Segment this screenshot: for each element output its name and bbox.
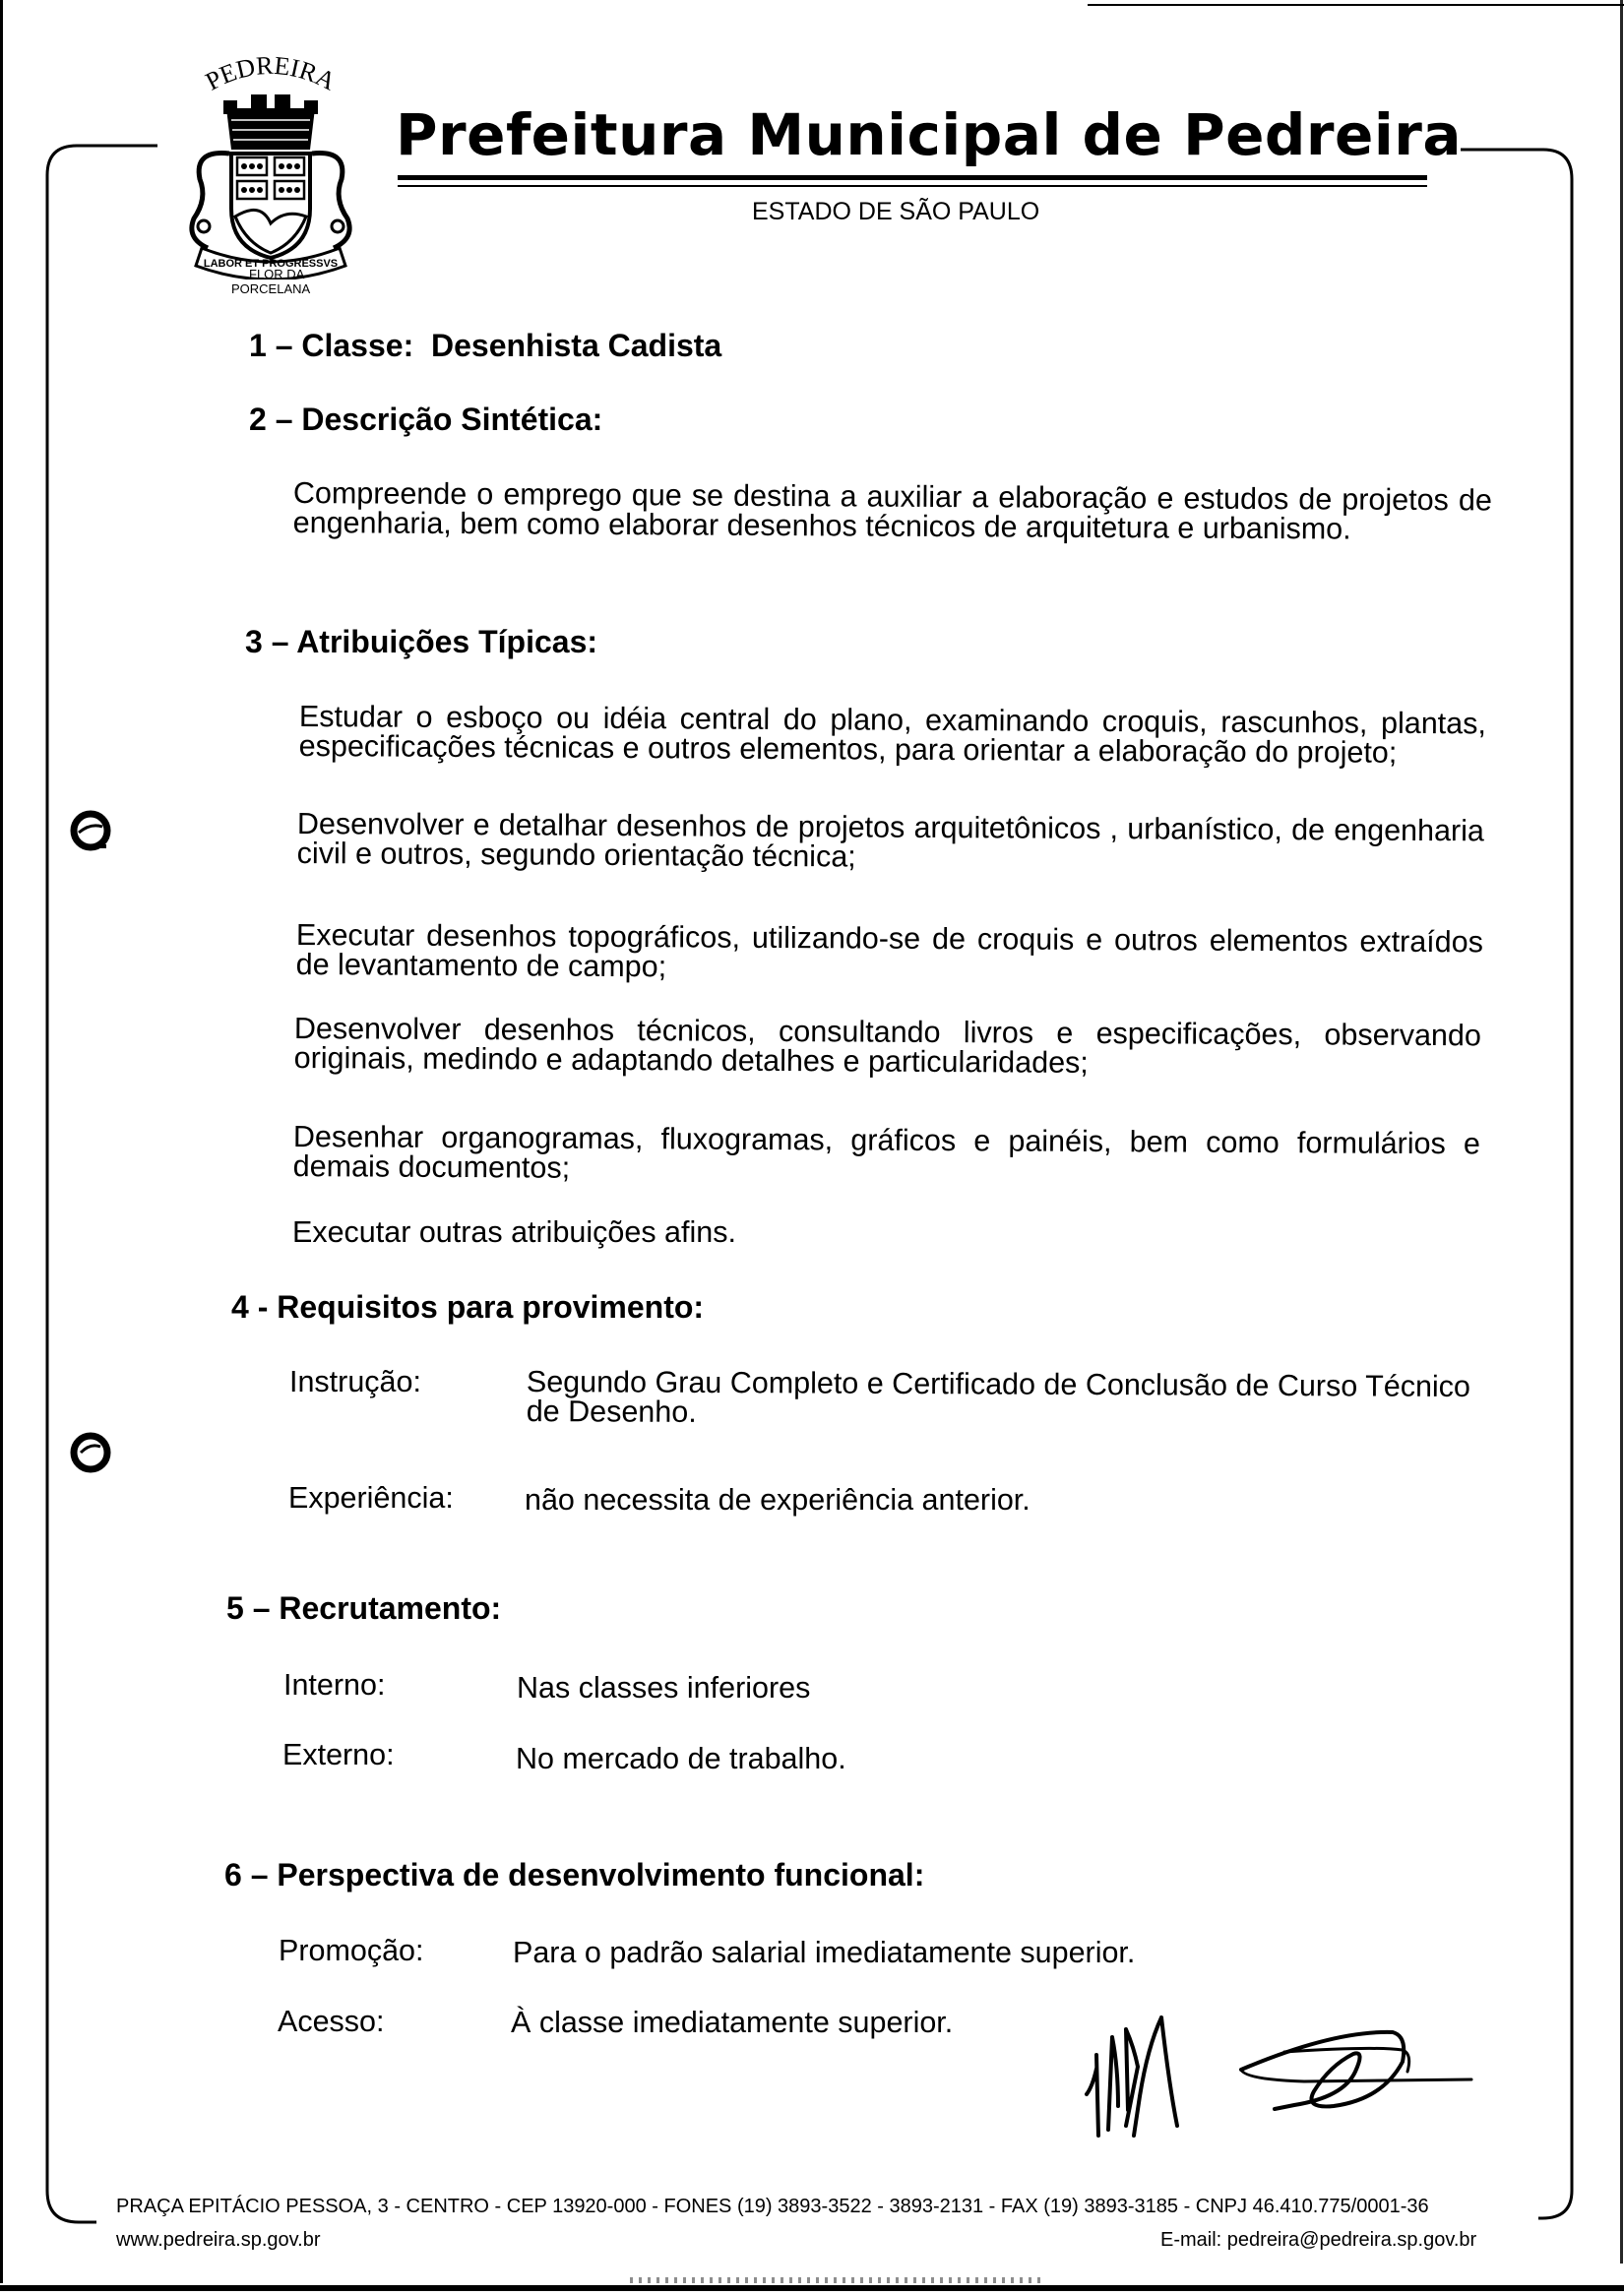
recruitment-label-externo: Externo: — [282, 1738, 395, 1771]
development-value-acesso: À classe imediatamente superior. — [511, 2006, 954, 2039]
frame-left — [47, 146, 157, 2222]
title-underline-thin — [398, 185, 1427, 187]
punch-hole-mark — [67, 1429, 116, 1478]
section-4-heading: 4 - Requisitos para provimento: — [231, 1289, 705, 1325]
development-label-promocao: Promoção: — [279, 1934, 424, 1967]
recruitment-value-interno: Nas classes inferiores — [517, 1671, 811, 1705]
crest-motto-top: PEDREIRA — [201, 51, 341, 96]
coat-of-arms-logo — [172, 51, 369, 279]
footer-email-link[interactable]: E-mail: pedreira@pedreira.sp.gov.br — [1160, 2229, 1477, 2251]
development-label-acesso: Acesso: — [278, 2005, 385, 2038]
crest-motto-flor: FLOR DA — [249, 267, 305, 281]
section-6-heading: 6 – Perspectiva de desenvolvimento funcional: — [224, 1857, 925, 1892]
title-underline-thick — [398, 175, 1427, 180]
section-1-heading — [249, 330, 721, 361]
punch-hole-mark — [67, 807, 116, 862]
footer-website-link[interactable]: www.pedreira.sp.gov.br — [116, 2229, 321, 2251]
signature-initials — [1083, 2008, 1201, 2155]
footer-address: PRAÇA EPITÁCIO PESSOA, 3 - CENTRO - CEP 13920-000 - FONES (19) 3893-3522 - 3893-2131 - FAX (19) 3893-3185 - CNPJ 46.410.775/0001-36 — [116, 2196, 1429, 2217]
requirement-value-instrucao: Segundo Grau Completo e Certificado de Conclusão de Curso Técnico de Desenho. — [526, 1365, 1471, 1429]
signature-scribble — [1235, 2022, 1481, 2131]
requirement-value-experiencia: não necessita de experiência anterior. — [525, 1483, 1031, 1517]
section-2-heading: 2 – Descrição Sintética: — [249, 402, 603, 437]
requirement-label-instrucao: Instrução: — [289, 1365, 421, 1398]
crest-motto-porcelana: PORCELANA — [231, 281, 311, 296]
section-5-heading: 5 – Recrutamento: — [226, 1590, 502, 1626]
crest-banner: LABOR ET PROGRESSVS — [203, 258, 339, 270]
section-2-text: Compreende o emprego que se destina a auxiliar a elaboração e estudos de projetos de engenharia, bem como elaborar desenhos técnicos de arquitetura e urbanismo. — [292, 476, 1492, 546]
section-1-value: Desenhista Cadista — [431, 328, 722, 363]
attribution-item: Desenvolver e detalhar desenhos de projetos arquitetônicos , urbanístico, de engenharia civil e outros, segundo orientação técnica; — [296, 807, 1484, 874]
attribution-item: Desenvolver desenhos técnicos, consultando livros e especificações, observando originais, medindo e adaptando detalhes e particularidades; — [293, 1012, 1481, 1080]
section-3-heading: 3 – Atribuições Típicas: — [245, 624, 598, 659]
page-subtitle: ESTADO DE SÃO PAULO — [752, 198, 1040, 225]
page-title: Prefeitura Municipal de Pedreira — [396, 101, 1462, 168]
recruitment-value-externo: No mercado de trabalho. — [516, 1742, 846, 1775]
section-1-label: Classe: — [301, 328, 414, 363]
attribution-item: Estudar o esboço ou idéia central do plano, examinando croquis, rascunhos, plantas, especificações técnicas e outros elementos, para orientar a elaboração do projeto; — [298, 700, 1486, 770]
attribution-item: Desenhar organogramas, fluxogramas, gráficos e painéis, bem como formulários e demais documentos; — [292, 1120, 1480, 1185]
development-value-promocao: Para o padrão salarial imediatamente superior. — [513, 1936, 1136, 1969]
attribution-item: Executar outras atribuições afins. — [292, 1215, 736, 1249]
section-1-number: 1 – — [249, 328, 293, 363]
recruitment-label-interno: Interno: — [283, 1668, 386, 1702]
attribution-item: Executar desenhos topográficos, utilizando-se de croquis e outros elementos extraídos de levantamento de campo; — [295, 918, 1483, 984]
requirement-label-experiencia: Experiência: — [288, 1481, 454, 1515]
